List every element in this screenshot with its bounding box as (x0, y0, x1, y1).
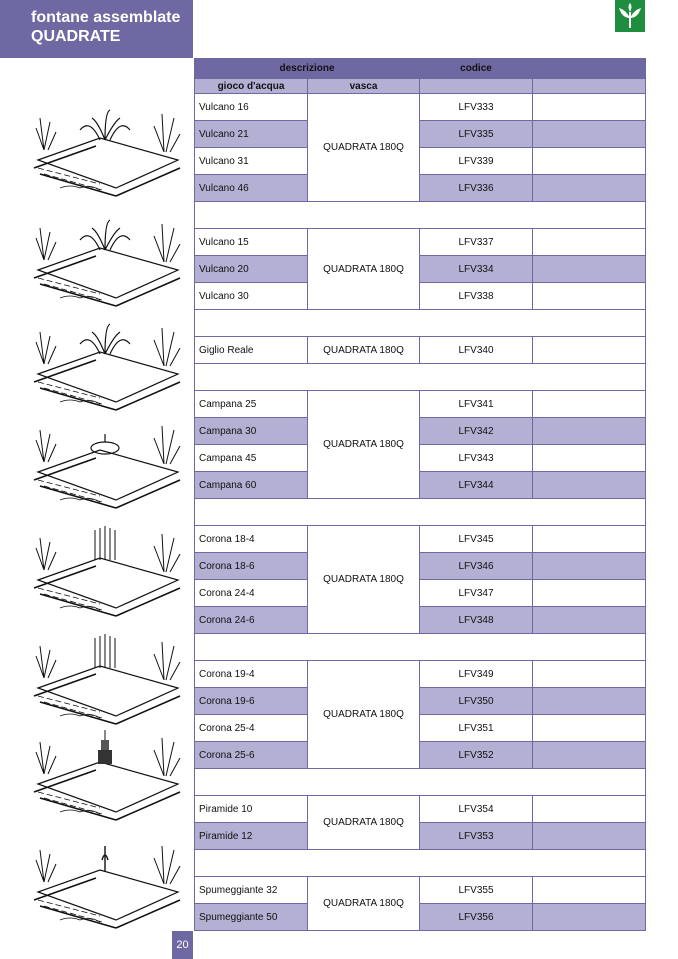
separator-cell (195, 499, 646, 526)
product-name: Campana 30 (195, 418, 308, 445)
product-code: LFV356 (420, 904, 533, 931)
product-name: Campana 60 (195, 472, 308, 499)
product-code: LFV351 (420, 715, 533, 742)
product-name: Spumeggiante 50 (195, 904, 308, 931)
product-name: Campana 45 (195, 445, 308, 472)
product-name: Vulcano 46 (195, 175, 308, 202)
fountain-piramide-illustration (30, 712, 185, 822)
blank-cell (533, 256, 646, 283)
table-row (195, 256, 646, 283)
product-code: LFV336 (420, 175, 533, 202)
separator-row (195, 202, 646, 229)
product-name: Corona 18-4 (195, 526, 308, 553)
product-code: LFV345 (420, 526, 533, 553)
column-header-gioco: gioco d'acqua (195, 79, 308, 94)
product-code: LFV344 (420, 472, 533, 499)
product-name: Vulcano 16 (195, 94, 308, 121)
vasca-cell: QUADRATA 180Q (308, 391, 420, 499)
table-subheader-row (195, 79, 646, 94)
product-name: Corona 25-6 (195, 742, 308, 769)
blank-cell (533, 391, 646, 418)
table-row (195, 877, 646, 904)
section-subtitle: QUADRATE (31, 28, 121, 45)
blank-cell (533, 661, 646, 688)
catalog-table (194, 58, 646, 931)
product-name: Corona 24-4 (195, 580, 308, 607)
table-row (195, 445, 646, 472)
product-name: Piramide 10 (195, 796, 308, 823)
table-row (195, 94, 646, 121)
fountain-vulcano-illustration (30, 198, 185, 308)
product-code: LFV347 (420, 580, 533, 607)
product-name: Vulcano 30 (195, 283, 308, 310)
blank-cell (533, 742, 646, 769)
blank-cell (533, 337, 646, 364)
separator-cell (195, 769, 646, 796)
vasca-cell: QUADRATA 180Q (308, 661, 420, 769)
fountain-vulcano-illustration (30, 88, 185, 198)
product-code: LFV343 (420, 445, 533, 472)
product-code: LFV337 (420, 229, 533, 256)
product-code: LFV354 (420, 796, 533, 823)
product-code: LFV346 (420, 553, 533, 580)
table-row (195, 526, 646, 553)
separator-cell (195, 310, 646, 337)
table-row (195, 418, 646, 445)
fountain-giglio-illustration (30, 302, 185, 412)
product-code: LFV342 (420, 418, 533, 445)
table-row (195, 715, 646, 742)
product-name: Corona 19-6 (195, 688, 308, 715)
product-code: LFV338 (420, 283, 533, 310)
vasca-cell: QUADRATA 180Q (308, 94, 420, 202)
fountain-spumeggiante-illustration (30, 820, 185, 930)
separator-row (195, 364, 646, 391)
product-code: LFV340 (420, 337, 533, 364)
product-code: LFV349 (420, 661, 533, 688)
product-name: Vulcano 21 (195, 121, 308, 148)
blank-cell (533, 121, 646, 148)
blank-cell (533, 526, 646, 553)
table-row (195, 175, 646, 202)
product-name: Corona 19-4 (195, 661, 308, 688)
blank-cell (533, 715, 646, 742)
table-row (195, 337, 646, 364)
vasca-cell: QUADRATA 180Q (308, 796, 420, 850)
vasca-cell: QUADRATA 180Q (308, 877, 420, 931)
brand-logo (615, 0, 645, 32)
product-name: Corona 25-4 (195, 715, 308, 742)
blank-cell (533, 94, 646, 121)
column-header-blank (533, 59, 646, 79)
product-name: Vulcano 20 (195, 256, 308, 283)
table-row (195, 148, 646, 175)
product-code: LFV348 (420, 607, 533, 634)
table-row (195, 607, 646, 634)
table-row (195, 904, 646, 931)
table-header-row (195, 59, 646, 79)
separator-row (195, 310, 646, 337)
vasca-cell: QUADRATA 180Q (308, 229, 420, 310)
fountain-corona-illustration (30, 508, 185, 618)
product-name: Corona 24-6 (195, 607, 308, 634)
blank-cell (533, 445, 646, 472)
blank-cell (533, 580, 646, 607)
column-header-codice: codice (420, 59, 533, 79)
table-row (195, 229, 646, 256)
separator-row (195, 634, 646, 661)
blank-cell (533, 877, 646, 904)
separator-row (195, 850, 646, 877)
product-code: LFV350 (420, 688, 533, 715)
fountain-campana-illustration (30, 400, 185, 510)
separator-row (195, 769, 646, 796)
table-row (195, 283, 646, 310)
table-row (195, 472, 646, 499)
blank-cell (533, 823, 646, 850)
column-header-blank (533, 79, 646, 94)
table-row (195, 121, 646, 148)
blank-cell (533, 688, 646, 715)
blank-cell (533, 904, 646, 931)
separator-cell (195, 364, 646, 391)
separator-cell (195, 202, 646, 229)
separator-row (195, 499, 646, 526)
product-code: LFV333 (420, 94, 533, 121)
blank-cell (533, 175, 646, 202)
section-header (0, 0, 193, 58)
product-code: LFV355 (420, 877, 533, 904)
product-name: Vulcano 15 (195, 229, 308, 256)
blank-cell (533, 148, 646, 175)
product-name: Spumeggiante 32 (195, 877, 308, 904)
column-header-descrizione: descrizione (195, 59, 420, 79)
product-name: Giglio Reale (195, 337, 308, 364)
table-row (195, 391, 646, 418)
product-code: LFV339 (420, 148, 533, 175)
table-row (195, 661, 646, 688)
product-name: Corona 18-6 (195, 553, 308, 580)
product-name: Campana 25 (195, 391, 308, 418)
product-name: Piramide 12 (195, 823, 308, 850)
table-row (195, 580, 646, 607)
column-header-vasca: vasca (308, 79, 420, 94)
blank-cell (533, 796, 646, 823)
product-name: Vulcano 31 (195, 148, 308, 175)
blank-cell (533, 418, 646, 445)
product-code: LFV335 (420, 121, 533, 148)
blank-cell (533, 472, 646, 499)
table-row (195, 553, 646, 580)
table-row (195, 796, 646, 823)
product-code: LFV353 (420, 823, 533, 850)
fountain-corona-illustration (30, 616, 185, 726)
table-row (195, 742, 646, 769)
table-row (195, 688, 646, 715)
page-number: 20 (172, 931, 193, 959)
product-code: LFV352 (420, 742, 533, 769)
blank-cell (533, 229, 646, 256)
product-code: LFV341 (420, 391, 533, 418)
column-header-blank (420, 79, 533, 94)
blank-cell (533, 553, 646, 580)
separator-cell (195, 850, 646, 877)
section-title: fontane assemblate (31, 9, 181, 26)
vasca-cell: QUADRATA 180Q (308, 337, 420, 364)
separator-cell (195, 634, 646, 661)
table-row (195, 823, 646, 850)
product-code: LFV334 (420, 256, 533, 283)
vasca-cell: QUADRATA 180Q (308, 526, 420, 634)
leaf-icon (615, 0, 645, 32)
blank-cell (533, 283, 646, 310)
blank-cell (533, 607, 646, 634)
